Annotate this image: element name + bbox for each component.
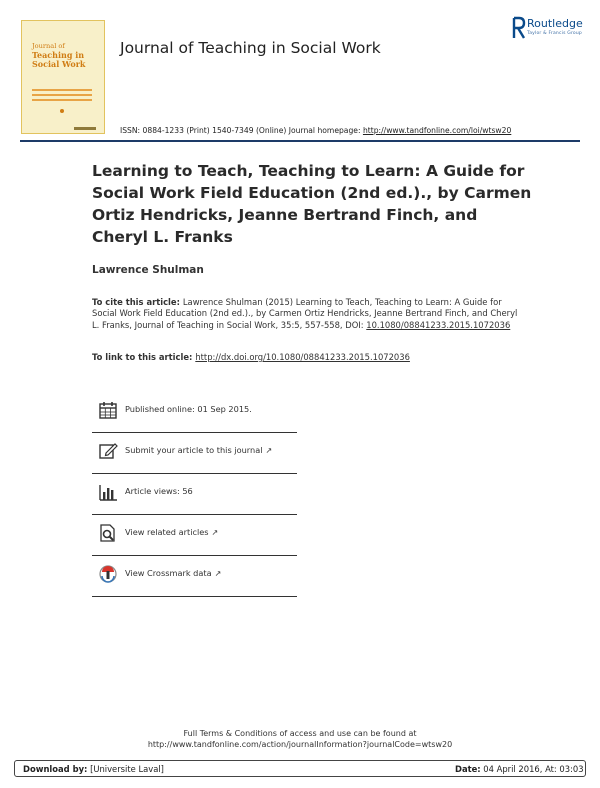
external-link-icon: ↗ <box>211 528 219 537</box>
terms-url[interactable]: http://www.tandfonline.com/action/journalInformation?journalCode=wtsw20 <box>147 740 453 749</box>
citation-block <box>92 297 522 331</box>
cover-dot <box>60 109 64 113</box>
journal-homepage-link[interactable]: http://www.tandfonline.com/loi/wtsw20 <box>362 126 512 135</box>
submit-article-link[interactable]: Submit your article to this journal ↗ <box>125 445 273 455</box>
journal-title: Journal of Teaching in Social Work <box>120 39 381 57</box>
cover-decoration <box>32 89 92 104</box>
published-online-row <box>92 392 297 433</box>
magnifier-icon <box>98 523 118 543</box>
calendar-icon <box>98 400 118 420</box>
crossmark-icon <box>98 564 118 584</box>
doi-link[interactable]: 10.1080/08841233.2015.1072036 <box>366 319 511 330</box>
publisher-name: Routledge <box>527 17 583 30</box>
terms-and-conditions <box>0 728 600 750</box>
downloaded-by: Download by: [Universite Laval] <box>23 764 164 774</box>
article-link-line <box>92 352 410 362</box>
crossmark-row[interactable] <box>92 556 297 597</box>
issn-line <box>120 126 511 135</box>
article-views-text: Article views: 56 <box>125 486 193 496</box>
article-author: Lawrence Shulman <box>92 264 204 276</box>
terms-line: Full Terms & Conditions of access and use can be found at <box>183 729 417 738</box>
edit-icon <box>98 441 118 461</box>
publisher-tagline: Taylor & Francis Group <box>527 31 582 36</box>
external-link-icon: ↗ <box>265 446 273 455</box>
related-articles-link[interactable]: View related articles ↗ <box>125 527 219 537</box>
cite-label: To cite this article: <box>92 297 183 307</box>
crossmark-link[interactable]: View Crossmark data ↗ <box>125 568 222 578</box>
link-label: To link to this article: <box>92 352 196 362</box>
bar-chart-icon <box>98 482 118 502</box>
article-views-row <box>92 474 297 515</box>
related-articles-row[interactable] <box>92 515 297 556</box>
download-info-bar <box>14 760 586 777</box>
cover-publisher-mark <box>74 127 96 130</box>
article-title: Learning to Teach, Teaching to Learn: A Guide for Social Work Field Education (2nd ed.)., by Carmen Ortiz Hendricks, Jeanne Bertrand Finch, and Cheryl L. Franks <box>92 162 532 246</box>
header-divider <box>20 140 580 142</box>
external-link-icon: ↗ <box>214 569 222 578</box>
cover-title: Journal of Teaching in Social Work <box>32 42 86 69</box>
cite-text: Lawrence Shulman (2015) Learning to Teach, Teaching to Learn: A Guide for Social Work Field Education (2nd ed.)., by Carmen Ortiz Hendricks, Jeanne Bertrand Finch, and Cheryl L. Franks, Journal of Teaching in Social Work, 35:5, 557-558, DOI: <box>92 297 518 330</box>
issn-text: ISSN: 0884-1233 (Print) 1540-7349 (Online) Journal homepage: <box>120 126 363 135</box>
article-permalink[interactable]: http://dx.doi.org/10.1080/08841233.2015.1072036 <box>195 352 410 362</box>
download-date: Date: 04 April 2016, At: 03:03 <box>455 764 584 774</box>
submit-article-row[interactable] <box>92 433 297 474</box>
journal-cover-thumbnail[interactable] <box>21 20 105 134</box>
published-online-text: Published online: 01 Sep 2015. <box>125 404 252 414</box>
